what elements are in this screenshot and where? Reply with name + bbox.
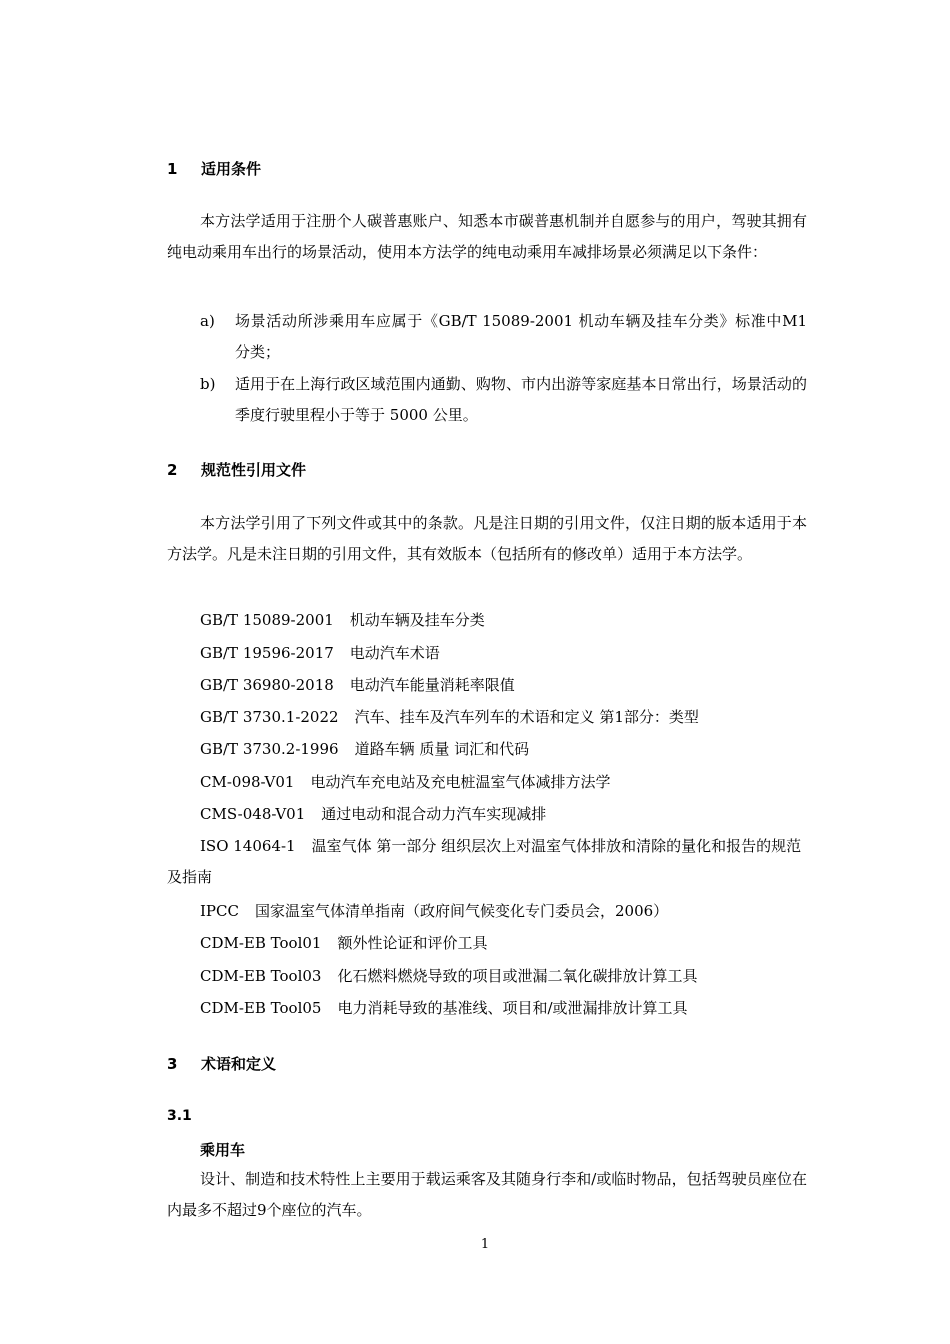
reference-code: CDM-EB Tool03: [200, 967, 322, 985]
reference-item: [200, 702, 699, 733]
section-2-heading: [167, 460, 306, 480]
term-definition: 设计、制造和技术特性上主要用于载运乘客及其随身行李和/或临时物品，包括驾驶员座位在内最多不超过9个座位的汽车。: [167, 1170, 807, 1219]
reference-code: GB/T 3730.2-1996: [200, 740, 339, 758]
reference-code: CDM-EB Tool01: [200, 934, 322, 952]
reference-code: GB/T 36980-2018: [200, 676, 334, 694]
reference-item: [200, 767, 610, 798]
reference-item: [200, 896, 668, 927]
reference-title: 通过电动和混合动力汽车实现减排: [321, 805, 547, 823]
reference-code: IPCC: [200, 902, 239, 920]
reference-code: GB/T 15089-2001: [200, 611, 334, 629]
reference-title: 化石燃料燃烧导致的项目或泄漏二氧化碳排放计算工具: [337, 967, 698, 985]
page-number: 1: [480, 1237, 490, 1252]
section-title: 适用条件: [201, 160, 262, 178]
reference-title: 国家温室气体清单指南（政府间气候变化专门委员会，2006）: [254, 902, 669, 920]
reference-title: 额外性论证和评价工具: [337, 934, 488, 952]
reference-title: 电动汽车能量消耗率限值: [349, 676, 515, 694]
reference-code: CM-098-V01: [200, 773, 295, 791]
reference-title: 道路车辆 质量 词汇和代码: [354, 740, 530, 758]
list-item-text: 场景活动所涉乘用车应属于《GB/T 15089-2001 机动车辆及挂车分类》标准中M1 分类；: [235, 312, 807, 361]
list-marker: a): [200, 312, 215, 330]
term-name: 乘用车: [200, 1141, 246, 1159]
reference-item: [200, 928, 487, 959]
list-item-b: [200, 369, 807, 431]
section-3-heading: [167, 1054, 276, 1074]
reference-item: [167, 831, 807, 893]
reference-code: ISO 14064-1: [200, 837, 296, 855]
reference-code: CMS-048-V01: [200, 805, 306, 823]
list-item-a: [200, 306, 807, 368]
reference-item: [200, 734, 529, 765]
term-number: 3.1: [167, 1108, 192, 1124]
list-item-text: 适用于在上海行政区域范围内通勤、购物、市内出游等家庭基本日常出行，场景活动的季度行驶里程小于等于 5000 公里。: [235, 375, 807, 424]
reference-title: 汽车、挂车及汽车列车的术语和定义 第1部分：类型: [354, 708, 699, 726]
reference-item: [200, 670, 515, 701]
reference-item: [200, 961, 697, 992]
section-number: 3: [167, 1055, 178, 1073]
reference-code: GB/T 19596-2017: [200, 644, 334, 662]
reference-title: 电力消耗导致的基准线、项目和/或泄漏排放计算工具: [337, 999, 688, 1017]
section-title: 术语和定义: [201, 1055, 277, 1073]
section-number: 1: [167, 160, 178, 178]
reference-item: [200, 605, 485, 636]
section-2-intro: 本方法学引用了下列文件或其中的条款。凡是注日期的引用文件，仅注日期的版本适用于本方法学。凡是未注日期的引用文件，其有效版本（包括所有的修改单）适用于本方法学。: [167, 514, 807, 563]
section-1-intro: 本方法学适用于注册个人碳普惠账户、知悉本市碳普惠机制并自愿参与的用户，驾驶其拥有纯电动乘用车出行的场景活动，使用本方法学的纯电动乘用车减排场景必须满足以下条件：: [167, 212, 807, 261]
reference-item: [200, 993, 688, 1024]
section-title: 规范性引用文件: [201, 461, 307, 479]
reference-code: GB/T 3730.1-2022: [200, 708, 339, 726]
list-marker: b): [200, 375, 216, 393]
section-number: 2: [167, 461, 178, 479]
reference-item: [200, 799, 546, 830]
reference-item: [200, 638, 440, 669]
reference-title: 电动汽车术语: [349, 644, 440, 662]
reference-code: CDM-EB Tool05: [200, 999, 322, 1017]
reference-title: 电动汽车充电站及充电桩温室气体减排方法学: [310, 773, 611, 791]
reference-title: 温室气体 第一部分 组织层次上对温室气体排放和清除的量化和报告的规范及指南: [167, 837, 802, 886]
section-1-heading: [167, 159, 261, 179]
reference-title: 机动车辆及挂车分类: [349, 611, 485, 629]
